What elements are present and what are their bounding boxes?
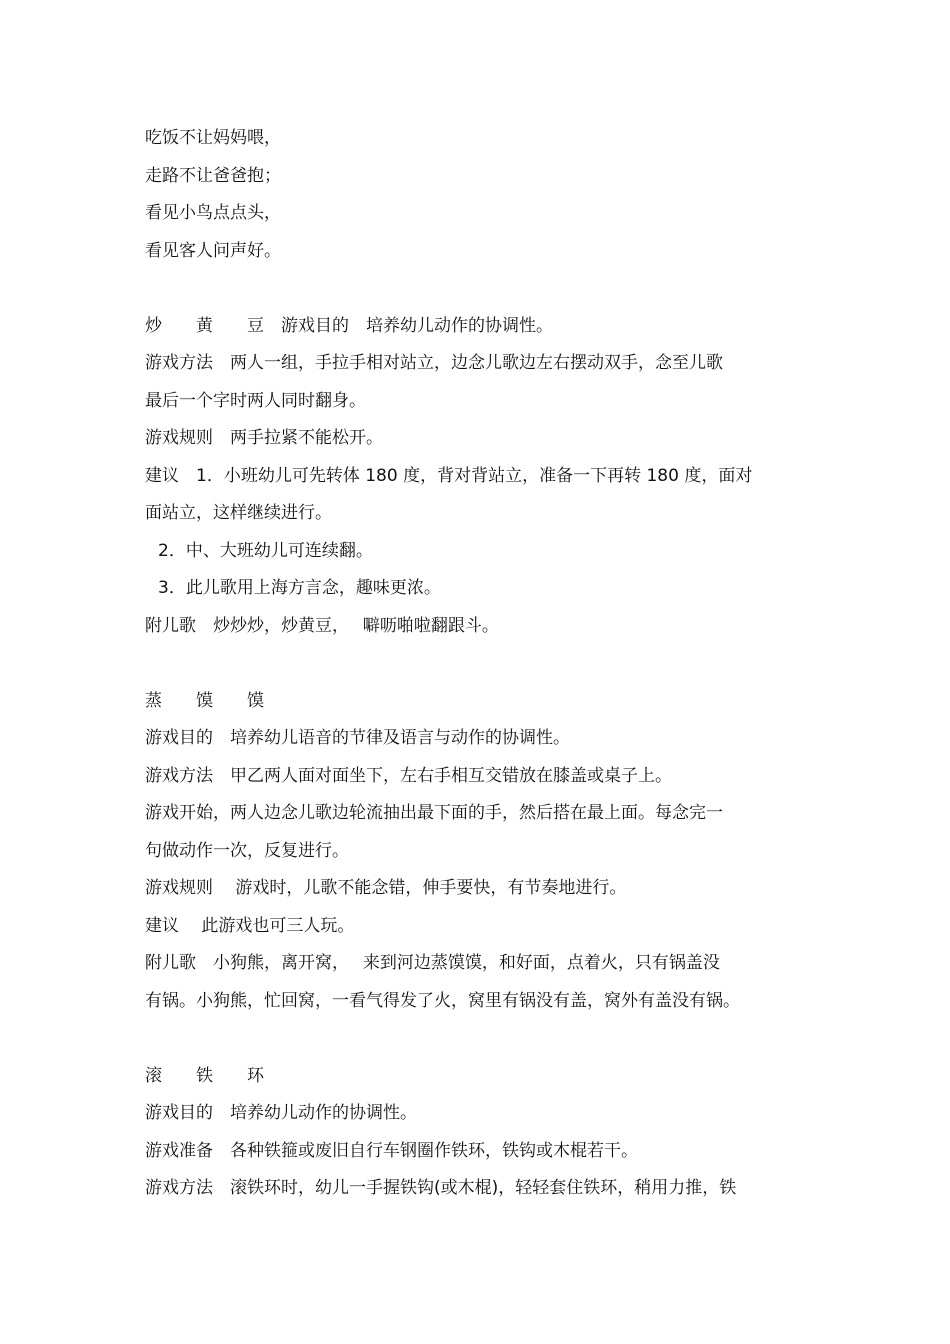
game-section-chao-huangdou [145, 308, 810, 646]
game-song-cont: 有锅。小狗熊，忙回窝，一看气得发了火，窝里有锅没有盖，窝外有盖没有锅。 [145, 990, 740, 1011]
game-start: 游戏开始，两人边念儿歌边轮流抽出最下面的手，然后搭在最上面。每念完一 [145, 803, 723, 823]
game-title-purpose: 炒 黄 豆 游戏目的 培养幼儿动作的协调性。 [145, 315, 553, 336]
game-method: 游戏方法 滚铁环时，幼儿一手握铁钩(或木棍)，轻轻套住铁环，稍用力推，铁 [145, 1178, 737, 1198]
game-suggestion-cont: 面站立，这样继续进行。 [145, 503, 332, 523]
game-section-gun-tiehuan [145, 1058, 810, 1208]
game-method: 游戏方法 两人一组，手拉手相对站立，边念儿歌边左右摆动双手，念至儿歌 [145, 353, 723, 373]
game-method-cont: 最后一个字时两人同时翻身。 [145, 390, 366, 411]
game-method: 游戏方法 甲乙两人面对面坐下，左右手相互交错放在膝盖或桌子上。 [145, 765, 672, 786]
game-purpose: 游戏目的 培养幼儿动作的协调性。 [145, 1103, 417, 1123]
game-rules: 游戏规则 两手拉紧不能松开。 [145, 428, 383, 448]
rhyme-line: 看见客人问声好。 [145, 240, 281, 261]
game-title: 蒸 馍 馍 [145, 690, 264, 711]
game-rules: 游戏规则 游戏时，儿歌不能念错，伸手要快，有节奏地进行。 [145, 878, 627, 898]
rhyme-line: 看见小鸟点点头， [145, 203, 281, 223]
game-title: 滚 铁 环 [145, 1065, 264, 1086]
game-suggestion-item: 3．此儿歌用上海方言念，趣味更浓。 [158, 578, 441, 598]
spacer [145, 270, 810, 308]
game-purpose: 游戏目的 培养幼儿语音的节律及语言与动作的协调性。 [145, 728, 570, 748]
game-start-cont: 句做动作一次，反复进行。 [145, 840, 349, 861]
rhyme-line: 走路不让爸爸抱； [145, 165, 281, 186]
game-song: 附儿歌 炒炒炒，炒黄豆， 噼呖啪啦翻跟斗。 [145, 615, 499, 636]
game-section-zheng-momo [145, 683, 810, 1021]
game-song: 附儿歌 小狗熊，离开窝， 来到河边蒸馍馍，和好面，点着火，只有锅盖没 [145, 953, 720, 973]
spacer [145, 645, 810, 683]
game-suggestion-item: 2．中、大班幼儿可连续翻。 [158, 540, 373, 561]
rhyme-line: 吃饭不让妈妈喂， [145, 128, 281, 148]
game-preparation: 游戏准备 各种铁箍或废旧自行车钢圈作铁环，铁钩或木棍若干。 [145, 1140, 638, 1161]
game-suggestion: 建议 此游戏也可三人玩。 [145, 915, 355, 936]
document-page [145, 120, 810, 1208]
rhyme-ending [145, 120, 810, 270]
game-suggestion: 建议 1．小班幼儿可先转体 180 度，背对背站立，准备一下再转 180 度，面对 [145, 465, 753, 486]
spacer [145, 1020, 810, 1058]
